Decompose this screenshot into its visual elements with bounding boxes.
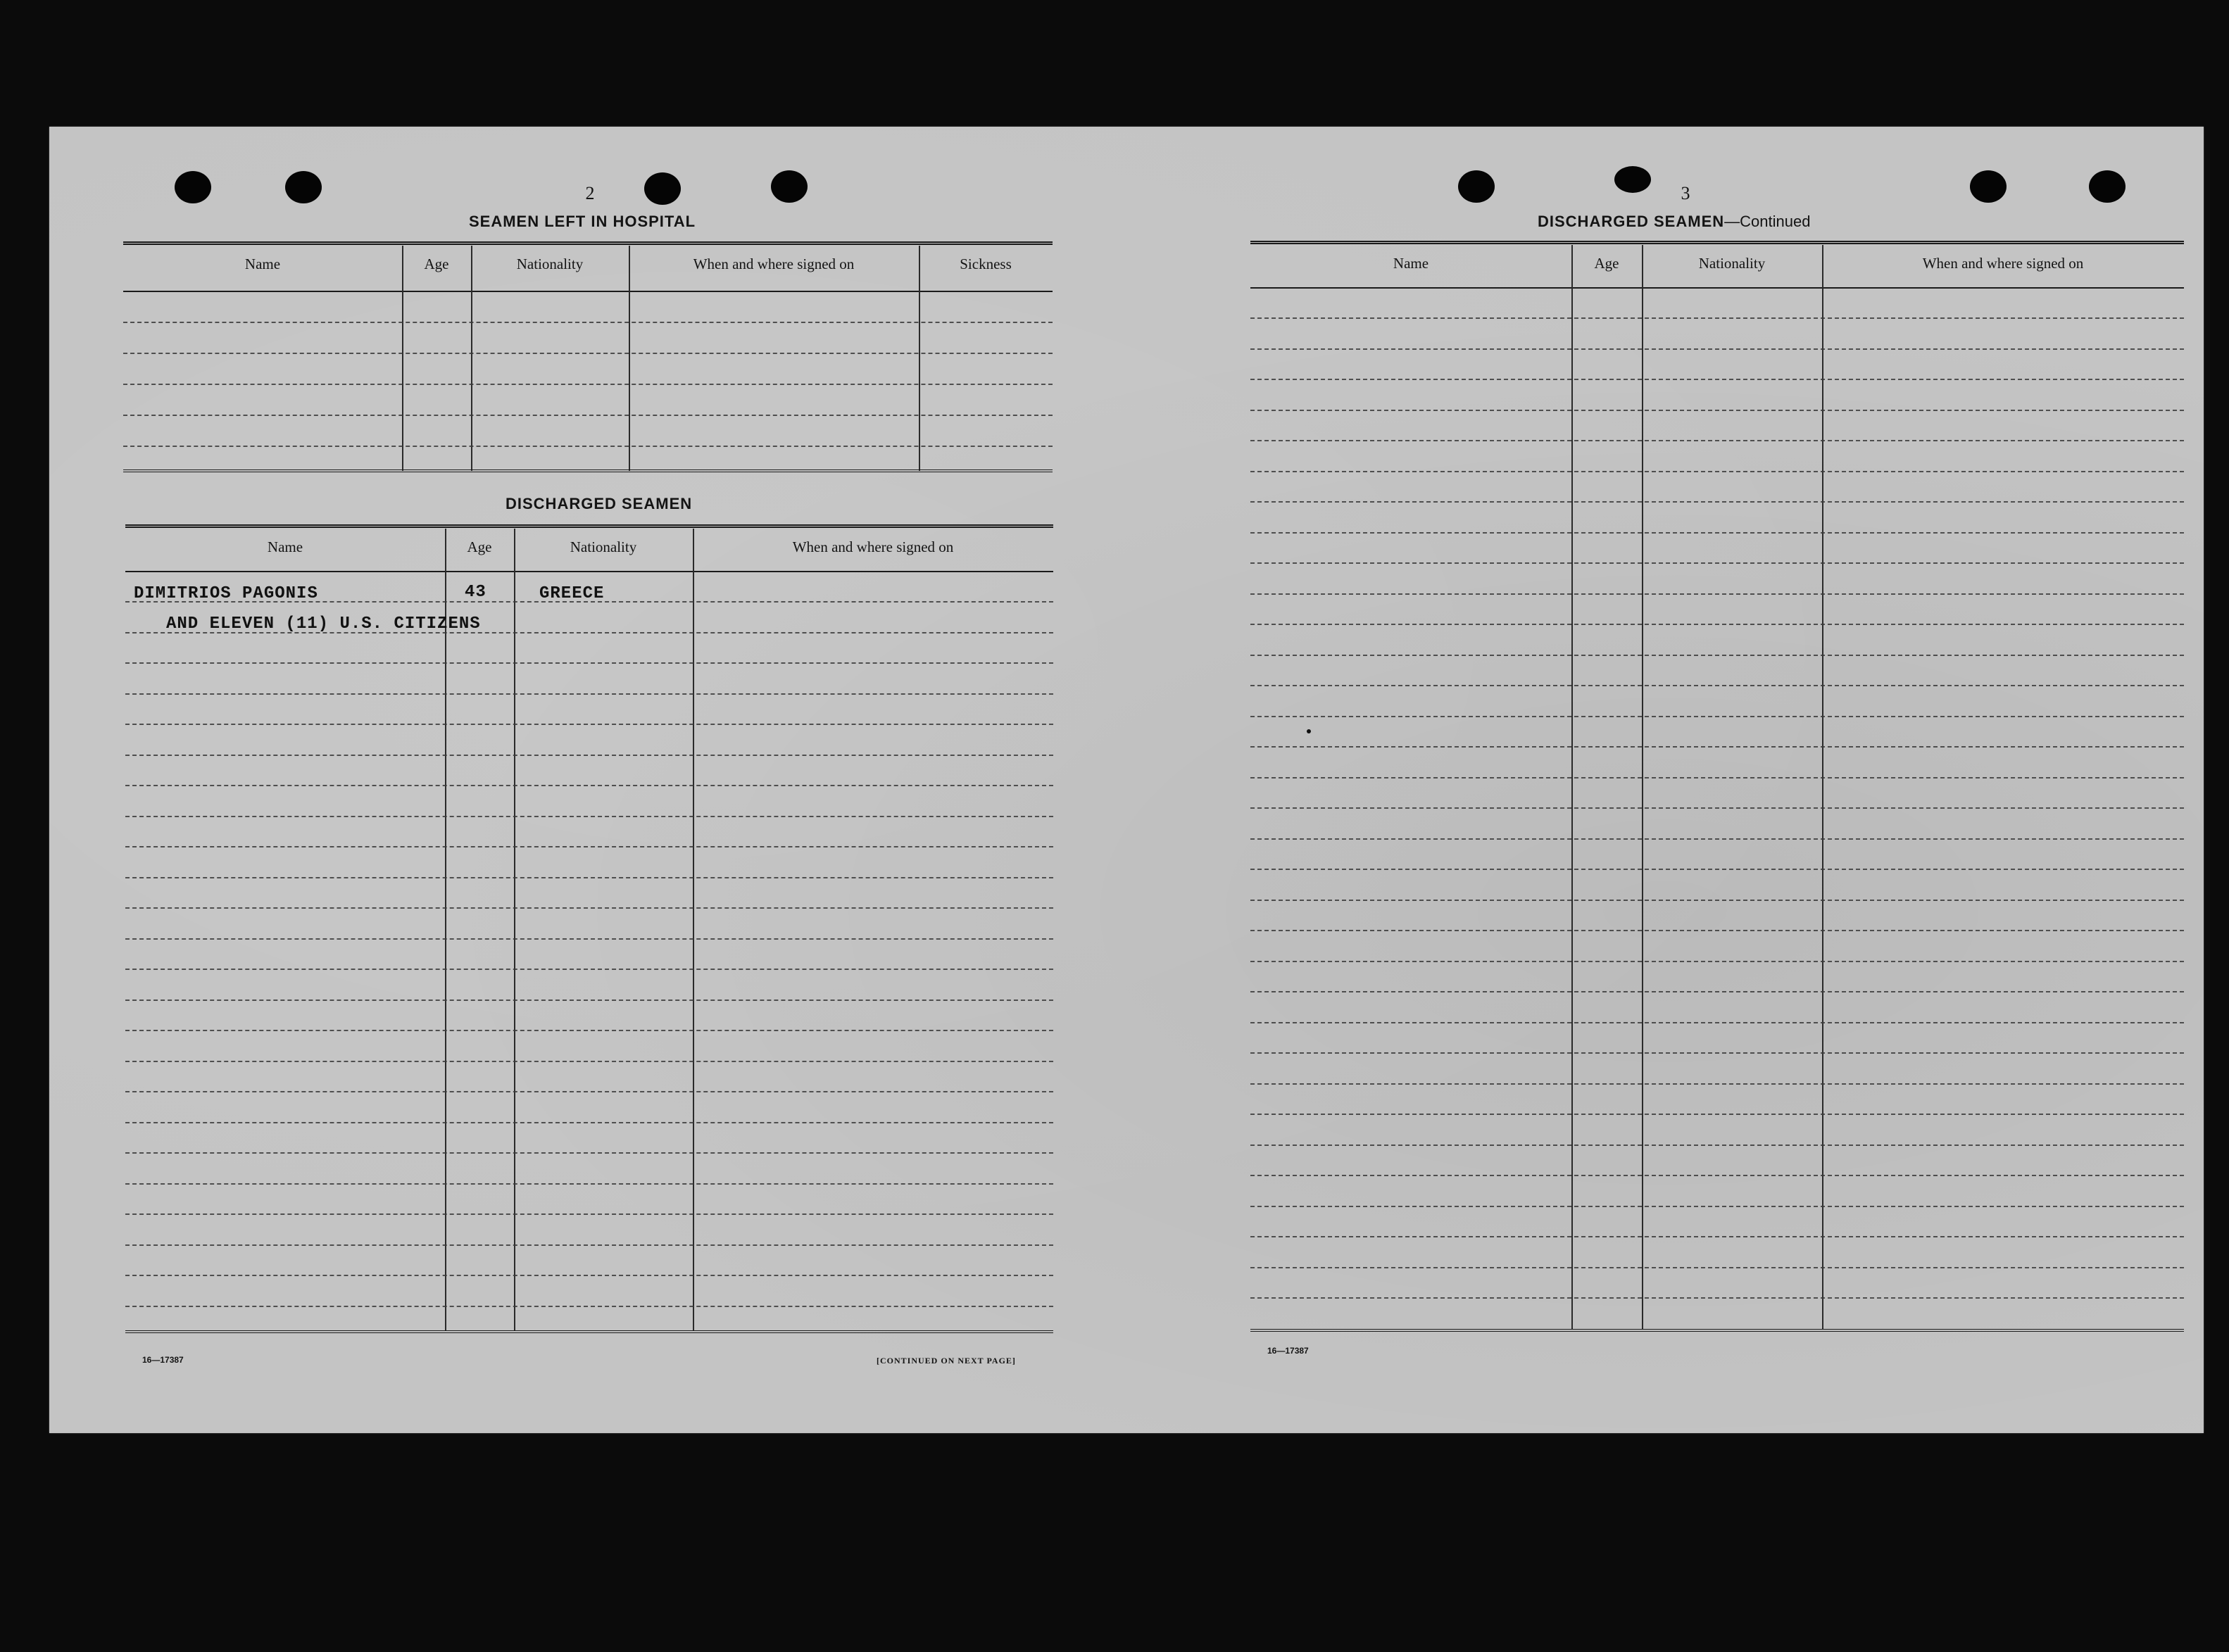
column-divider bbox=[402, 246, 403, 471]
row-line bbox=[125, 1000, 1053, 1001]
row-line bbox=[125, 1244, 1053, 1246]
row-line bbox=[1250, 716, 2184, 717]
row-line bbox=[125, 1213, 1053, 1215]
column-divider bbox=[693, 529, 694, 1331]
row-line bbox=[125, 1122, 1053, 1123]
row-line bbox=[1250, 379, 2184, 380]
row-line bbox=[125, 1306, 1053, 1307]
right-page bbox=[1126, 127, 2204, 1433]
row-line bbox=[1250, 532, 2184, 534]
punch-hole bbox=[285, 171, 322, 203]
row-line bbox=[1250, 777, 2184, 778]
row-line bbox=[1250, 746, 2184, 748]
column-header-signed-on: When and where signed on bbox=[693, 256, 855, 272]
row-line bbox=[1250, 1236, 2184, 1237]
table-bottom-rule bbox=[125, 1330, 1053, 1333]
row-line bbox=[123, 353, 1053, 354]
row-line bbox=[125, 938, 1053, 940]
punch-hole bbox=[175, 171, 211, 203]
column-divider bbox=[471, 246, 472, 471]
table-top-rule bbox=[123, 241, 1053, 245]
row-line bbox=[123, 322, 1053, 323]
section-title-text: DISCHARGED SEAMEN bbox=[506, 495, 693, 512]
row-line bbox=[123, 415, 1053, 416]
column-header-nationality: Nationality bbox=[570, 538, 637, 555]
ink-speck bbox=[1307, 729, 1311, 733]
column-header-sickness: Sickness bbox=[960, 256, 1012, 272]
row-line bbox=[1250, 348, 2184, 350]
row-line bbox=[125, 1030, 1053, 1031]
row-line bbox=[125, 693, 1053, 695]
row-line bbox=[125, 724, 1053, 725]
row-line bbox=[1250, 317, 2184, 319]
row-line bbox=[1250, 1114, 2184, 1115]
row-line bbox=[1250, 1267, 2184, 1268]
row-line bbox=[125, 1061, 1053, 1062]
punch-hole bbox=[644, 172, 681, 205]
row-line bbox=[125, 1091, 1053, 1092]
column-divider bbox=[629, 246, 630, 471]
row-line bbox=[1250, 471, 2184, 472]
row-line bbox=[1250, 838, 2184, 840]
row-line bbox=[125, 755, 1053, 756]
row-line bbox=[125, 877, 1053, 878]
row-line bbox=[125, 907, 1053, 909]
row-line bbox=[1250, 593, 2184, 595]
column-divider bbox=[445, 529, 446, 1331]
row-line bbox=[1250, 930, 2184, 931]
discharged-table bbox=[125, 524, 1053, 1334]
section-title bbox=[1538, 213, 1810, 231]
discharged-name: DIMITRIOS PAGONIS bbox=[134, 584, 318, 603]
column-divider bbox=[1822, 245, 1823, 1329]
row-line bbox=[125, 969, 1053, 970]
row-line bbox=[1250, 991, 2184, 992]
row-line bbox=[1250, 1206, 2184, 1207]
column-header-name: Name bbox=[244, 256, 281, 272]
hospital-section-title bbox=[469, 213, 696, 231]
column-header-signed-on: When and where signed on bbox=[792, 538, 954, 555]
row-line bbox=[125, 785, 1053, 786]
header-rule bbox=[1250, 287, 2184, 289]
row-line bbox=[1250, 900, 2184, 901]
continued-note: [CONTINUED ON NEXT PAGE] bbox=[877, 1356, 1016, 1366]
document-sheet bbox=[49, 127, 2204, 1433]
column-header-signed-on: When and where signed on bbox=[1922, 255, 2084, 272]
column-divider bbox=[1642, 245, 1643, 1329]
row-line bbox=[1250, 624, 2184, 625]
table-top-rule bbox=[1250, 241, 2184, 244]
row-line bbox=[125, 816, 1053, 817]
section-title-text: DISCHARGED SEAMEN bbox=[1538, 213, 1725, 230]
column-header-name: Name bbox=[1393, 255, 1429, 272]
row-line bbox=[1250, 440, 2184, 441]
row-line bbox=[1250, 685, 2184, 686]
row-line bbox=[123, 446, 1053, 447]
row-line bbox=[1250, 1145, 2184, 1146]
row-line bbox=[125, 1183, 1053, 1185]
form-code: 16—17387 bbox=[1267, 1346, 1309, 1356]
row-line bbox=[1250, 1175, 2184, 1176]
column-divider bbox=[514, 529, 515, 1331]
column-header-age: Age bbox=[424, 256, 449, 272]
row-line bbox=[1250, 1022, 2184, 1023]
column-header-name: Name bbox=[267, 538, 303, 555]
row-line bbox=[125, 662, 1053, 664]
row-line bbox=[1250, 501, 2184, 503]
column-divider bbox=[1571, 245, 1573, 1329]
column-header-age: Age bbox=[467, 538, 492, 555]
hospital-table bbox=[123, 241, 1053, 474]
header-rule bbox=[125, 571, 1053, 572]
row-line bbox=[1250, 1083, 2184, 1085]
table-top-rule bbox=[125, 524, 1053, 528]
row-line bbox=[1250, 961, 2184, 962]
row-line bbox=[1250, 655, 2184, 656]
header-rule bbox=[123, 291, 1053, 292]
left-page bbox=[49, 127, 1126, 1433]
table-bottom-rule bbox=[123, 469, 1053, 472]
discharged-section-title bbox=[506, 495, 692, 513]
row-line bbox=[1250, 562, 2184, 564]
page-number: 2 bbox=[585, 183, 595, 203]
discharged-age: 43 bbox=[465, 583, 486, 602]
column-header-nationality: Nationality bbox=[516, 256, 584, 272]
row-line bbox=[1250, 807, 2184, 809]
section-title-suffix: —Continued bbox=[1724, 213, 1811, 230]
discharged-continued-table bbox=[1250, 241, 2184, 1333]
row-line bbox=[125, 1275, 1053, 1276]
column-header-nationality: Nationality bbox=[1698, 255, 1766, 272]
punch-hole bbox=[771, 170, 808, 203]
row-line bbox=[1250, 869, 2184, 870]
row-line bbox=[1250, 1297, 2184, 1299]
discharged-nationality: GREECE bbox=[539, 584, 605, 603]
punch-hole bbox=[1458, 170, 1495, 203]
section-title-text: SEAMEN LEFT IN HOSPITAL bbox=[469, 213, 696, 230]
row-line bbox=[125, 1152, 1053, 1154]
discharged-name: AND ELEVEN (11) U.S. CITIZENS bbox=[166, 614, 481, 633]
row-line bbox=[1250, 410, 2184, 411]
page-number: 3 bbox=[1681, 183, 1690, 203]
row-line bbox=[123, 384, 1053, 385]
column-divider bbox=[919, 246, 920, 471]
punch-hole bbox=[1970, 170, 2007, 203]
row-line bbox=[125, 846, 1053, 847]
table-bottom-rule bbox=[1250, 1329, 2184, 1332]
column-header-age: Age bbox=[1594, 255, 1619, 272]
form-code: 16—17387 bbox=[142, 1355, 184, 1365]
punch-hole bbox=[1614, 166, 1651, 193]
punch-hole bbox=[2089, 170, 2126, 203]
row-line bbox=[1250, 1052, 2184, 1054]
